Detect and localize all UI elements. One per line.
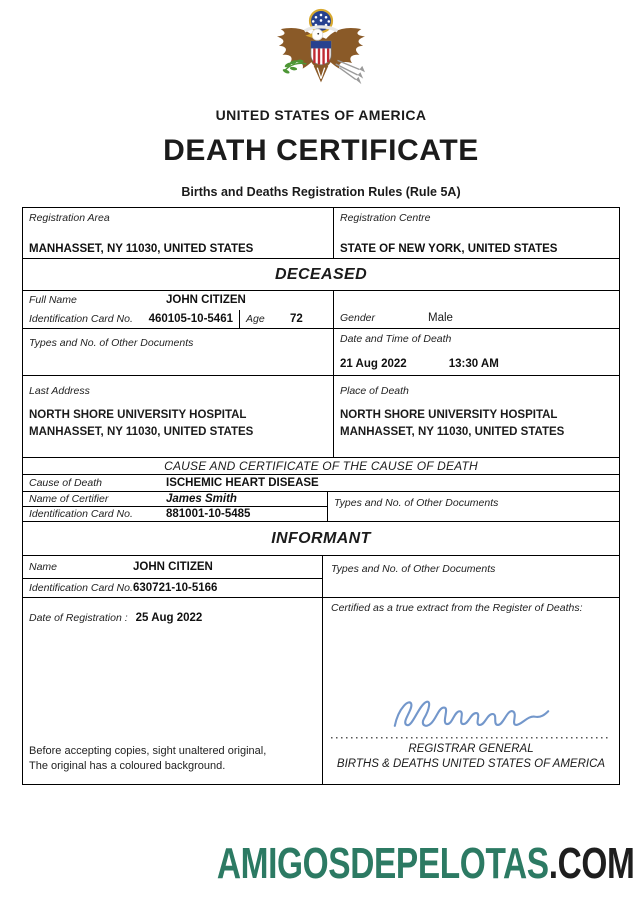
informant-name-value: JOHN CITIZEN — [133, 561, 213, 573]
rule-subtitle: Births and Deaths Registration Rules (Rule 5A) — [181, 185, 461, 199]
informant-name-label: Name — [29, 561, 58, 573]
death-datetime-cell — [334, 329, 619, 375]
informant-section-header: INFORMANT — [23, 522, 619, 556]
registration-date-label: Date of Registration : — [29, 612, 128, 624]
last-address-value: NORTH SHORE UNIVERSITY HOSPITAL MANHASSET, NY 11030, UNITED STATES — [29, 409, 254, 438]
informant-left-column — [23, 556, 323, 784]
cause-value: ISCHEMIC HEART DISEASE — [166, 477, 319, 489]
certifier-other-docs-label: Types and No. of Other Documents — [334, 497, 499, 509]
deceased-id-label: Identification Card No. — [29, 312, 133, 325]
informant-other-docs-cell — [323, 556, 619, 598]
place-of-death-value: NORTH SHORE UNIVERSITY HOSPITAL MANHASSET, NY 11030, UNITED STATES — [340, 409, 565, 438]
copy-notice: Before accepting copies, sight unaltered original, The original has a coloured background. — [29, 745, 267, 772]
document-title: DEATH CERTIFICATE — [163, 134, 479, 167]
site-watermark — [216, 839, 634, 889]
registration-date-value: 25 Aug 2022 — [135, 612, 203, 624]
informant-id-value: 630721-10-5166 — [133, 582, 218, 594]
deceased-section-header: DECEASED — [23, 259, 619, 291]
registrar-signature-icon — [384, 693, 559, 735]
deceased-name-id-cell — [23, 291, 334, 328]
registration-centre-value: STATE OF NEW YORK, UNITED STATES — [340, 243, 558, 255]
gender-value: Male — [428, 312, 453, 324]
deceased-id-cell — [23, 310, 240, 329]
informant-block — [23, 556, 619, 784]
site-watermark-tld: .COM — [548, 839, 634, 888]
signature-dotted-line — [331, 737, 611, 739]
registration-area-cell — [23, 208, 334, 258]
certifier-id-value: 881001-10-5485 — [166, 508, 251, 520]
informant-name-row — [23, 556, 322, 579]
certifier-value: James Smith — [166, 493, 237, 505]
death-datetime-label: Date and Time of Death — [340, 333, 452, 345]
certified-extract-cell — [323, 598, 619, 784]
last-address-cell — [23, 376, 334, 457]
certifier-id-line — [23, 507, 327, 521]
certifier-name-line — [23, 492, 327, 507]
registration-centre-cell — [334, 208, 619, 258]
certifier-other-docs-cell — [328, 492, 619, 521]
gender-cell — [334, 291, 619, 328]
deceased-id-value: 460105-10-5461 — [148, 312, 233, 325]
last-address-label: Last Address — [29, 385, 90, 397]
place-of-death-label: Place of Death — [340, 385, 409, 397]
registration-area-value: MANHASSET, NY 11030, UNITED STATES — [29, 243, 254, 255]
certifier-row — [23, 492, 619, 522]
full-name-value: JOHN CITIZEN — [166, 294, 246, 307]
death-time-value: 13:30 AM — [448, 358, 499, 370]
full-name-label: Full Name — [29, 294, 77, 307]
signature-zone — [331, 614, 611, 778]
cause-section-header: CAUSE AND CERTIFICATE OF THE CAUSE OF DEATH — [23, 458, 619, 475]
site-watermark-name: AMIGOSDEPELOTAS — [216, 839, 549, 888]
deceased-other-docs-label: Types and No. of Other Documents — [29, 337, 194, 349]
death-datetime-values — [340, 358, 613, 370]
informant-id-row — [23, 579, 322, 598]
cause-label: Cause of Death — [29, 477, 102, 489]
place-of-death-cell — [334, 376, 619, 457]
informant-other-docs-label: Types and No. of Other Documents — [331, 563, 496, 575]
address-row — [23, 376, 619, 458]
certifier-id-label: Identification Card No. — [29, 508, 133, 520]
age-cell — [240, 310, 333, 329]
registrar-title: REGISTRAR GENERAL BIRTHS & DEATHS UNITED STATES OF AMERICA — [336, 743, 606, 770]
great-seal-eagle-icon — [266, 7, 376, 99]
gender-label: Gender — [340, 312, 376, 324]
registration-area-label: Registration Area — [29, 212, 110, 224]
death-date-value: 21 Aug 2022 — [340, 358, 407, 370]
deceased-identity-row — [23, 291, 619, 329]
registration-row — [23, 208, 619, 259]
docs-death-date-row — [23, 329, 619, 376]
certificate-table — [22, 207, 620, 785]
registration-centre-label: Registration Centre — [340, 212, 431, 224]
informant-right-column — [323, 556, 619, 784]
certifier-label: Name of Certifier — [29, 493, 109, 505]
certified-extract-label: Certified as a true extract from the Register of Deaths: — [331, 602, 583, 614]
country-title: UNITED STATES OF AMERICA — [215, 107, 427, 123]
deceased-other-docs-cell — [23, 329, 334, 375]
age-label: Age — [246, 312, 265, 325]
certifier-cell — [23, 492, 328, 521]
full-name-line — [23, 291, 333, 310]
cause-of-death-row — [23, 475, 619, 492]
registration-date-line — [29, 612, 316, 624]
id-age-line — [23, 310, 333, 329]
age-value: 72 — [290, 312, 303, 325]
registration-date-cell — [23, 598, 322, 784]
informant-id-label: Identification Card No. — [29, 582, 133, 594]
